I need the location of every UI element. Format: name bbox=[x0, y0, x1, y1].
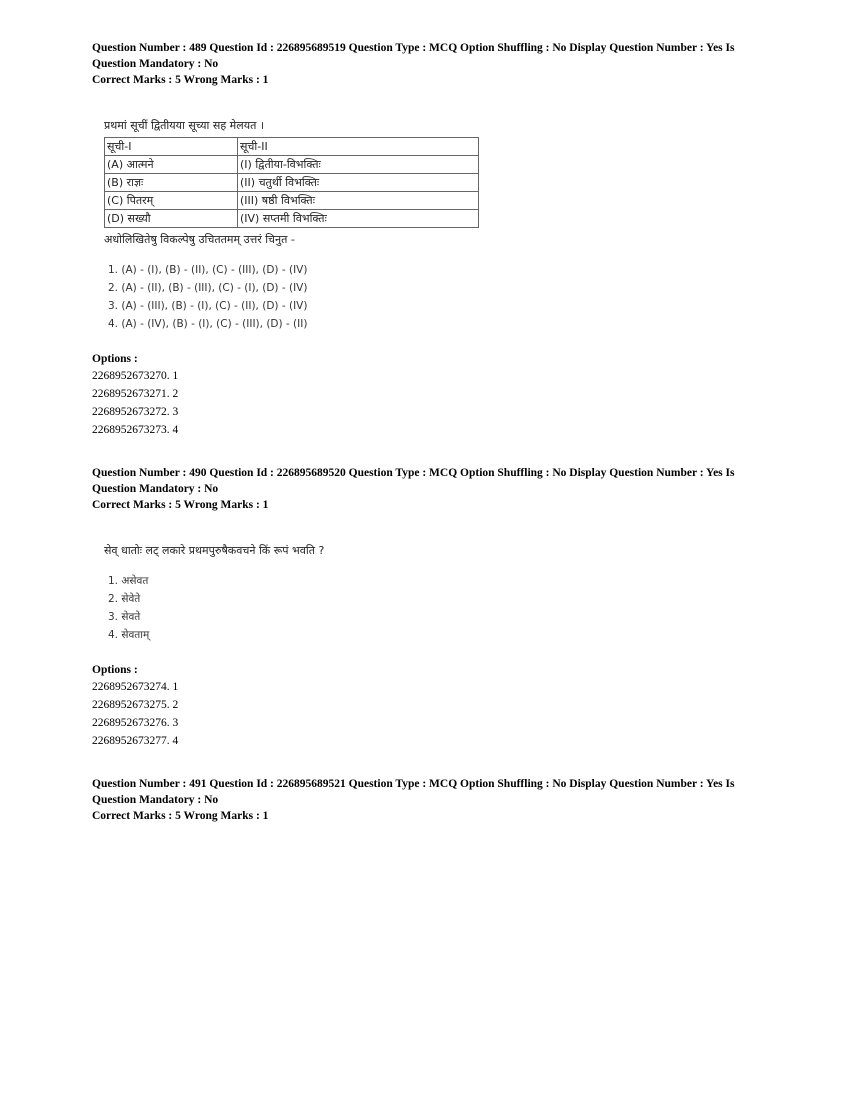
page bbox=[92, 40, 772, 824]
choice-item: 1. (A) - (I), (B) - (II), (C) - (III), (D) - (IV) bbox=[108, 264, 308, 276]
question-body bbox=[104, 543, 772, 644]
choice-list bbox=[104, 261, 772, 333]
table-cell: (II) चतुर्थी विभक्तिः bbox=[238, 174, 479, 192]
question-marks: Correct Marks : 5 Wrong Marks : 1 bbox=[92, 499, 269, 511]
table-row bbox=[105, 174, 479, 192]
table-cell: सूची-I bbox=[105, 138, 238, 156]
question-marks: Correct Marks : 5 Wrong Marks : 1 bbox=[92, 810, 269, 822]
table-cell: (C) पितरम् bbox=[105, 192, 238, 210]
table-cell: (A) आत्मने bbox=[105, 156, 238, 174]
match-table bbox=[104, 137, 479, 228]
question-meta-line2: Question Mandatory : No bbox=[92, 483, 219, 495]
option-id: 2268952673277. 4 bbox=[92, 735, 179, 747]
choice-item: 3. सेवते bbox=[108, 611, 141, 623]
question-490 bbox=[92, 465, 772, 750]
question-meta-line2: Question Mandatory : No bbox=[92, 794, 219, 806]
question-prompt: अधोलिखितेषु विकल्पेषु उचिततमम् उत्तरं चिनुत - bbox=[104, 233, 295, 246]
option-id: 2268952673275. 2 bbox=[92, 699, 179, 711]
table-cell: (IV) सप्तमी विभक्तिः bbox=[238, 210, 479, 228]
choice-item: 1. असेवत bbox=[108, 575, 149, 587]
option-id: 2268952673270. 1 bbox=[92, 370, 179, 382]
table-row bbox=[105, 138, 479, 156]
question-meta-line1: Question Number : 490 Question Id : 226895689520 Question Type : MCQ Option Shuffling : No Display Question Number : Yes Is bbox=[92, 467, 735, 479]
choice-item: 2. सेवेते bbox=[108, 593, 141, 605]
table-row bbox=[105, 156, 479, 174]
question-marks: Correct Marks : 5 Wrong Marks : 1 bbox=[92, 74, 269, 86]
options-label: Options : bbox=[92, 664, 138, 676]
options-label: Options : bbox=[92, 353, 138, 365]
question-meta-line1: Question Number : 491 Question Id : 226895689521 Question Type : MCQ Option Shuffling : No Display Question Number : Yes Is bbox=[92, 778, 735, 790]
option-id: 2268952673271. 2 bbox=[92, 388, 179, 400]
question-meta-line2: Question Mandatory : No bbox=[92, 58, 219, 70]
choice-item: 4. (A) - (IV), (B) - (I), (C) - (III), (D) - (II) bbox=[108, 318, 308, 330]
table-cell: (D) सख्यौ bbox=[105, 210, 238, 228]
question-meta-line1: Question Number : 489 Question Id : 226895689519 Question Type : MCQ Option Shuffling : No Display Question Number : Yes Is bbox=[92, 42, 735, 54]
question-489 bbox=[92, 40, 772, 439]
table-cell: (B) राज्ञः bbox=[105, 174, 238, 192]
table-cell: (III) षष्ठी विभक्तिः bbox=[238, 192, 479, 210]
question-body bbox=[104, 118, 772, 333]
option-id: 2268952673274. 1 bbox=[92, 681, 179, 693]
option-id: 2268952673272. 3 bbox=[92, 406, 179, 418]
choice-item: 3. (A) - (III), (B) - (I), (C) - (II), (D) - (IV) bbox=[108, 300, 308, 312]
question-instruction: प्रथमां सूचीं द्वितीयया सूच्या सह मेलयत । bbox=[104, 119, 265, 132]
table-row bbox=[105, 192, 479, 210]
option-id: 2268952673273. 4 bbox=[92, 424, 179, 436]
choice-list bbox=[104, 572, 772, 644]
table-cell: सूची-II bbox=[238, 138, 479, 156]
table-row bbox=[105, 210, 479, 228]
question-instruction: सेव् धातोः लट् लकारे प्रथमपुरुषैकवचने किं रूपं भवति ? bbox=[104, 544, 325, 557]
question-491 bbox=[92, 776, 772, 824]
option-id: 2268952673276. 3 bbox=[92, 717, 179, 729]
choice-item: 4. सेवताम् bbox=[108, 629, 150, 641]
choice-item: 2. (A) - (II), (B) - (III), (C) - (I), (D) - (IV) bbox=[108, 282, 308, 294]
table-cell: (I) द्वितीया-विभक्तिः bbox=[238, 156, 479, 174]
